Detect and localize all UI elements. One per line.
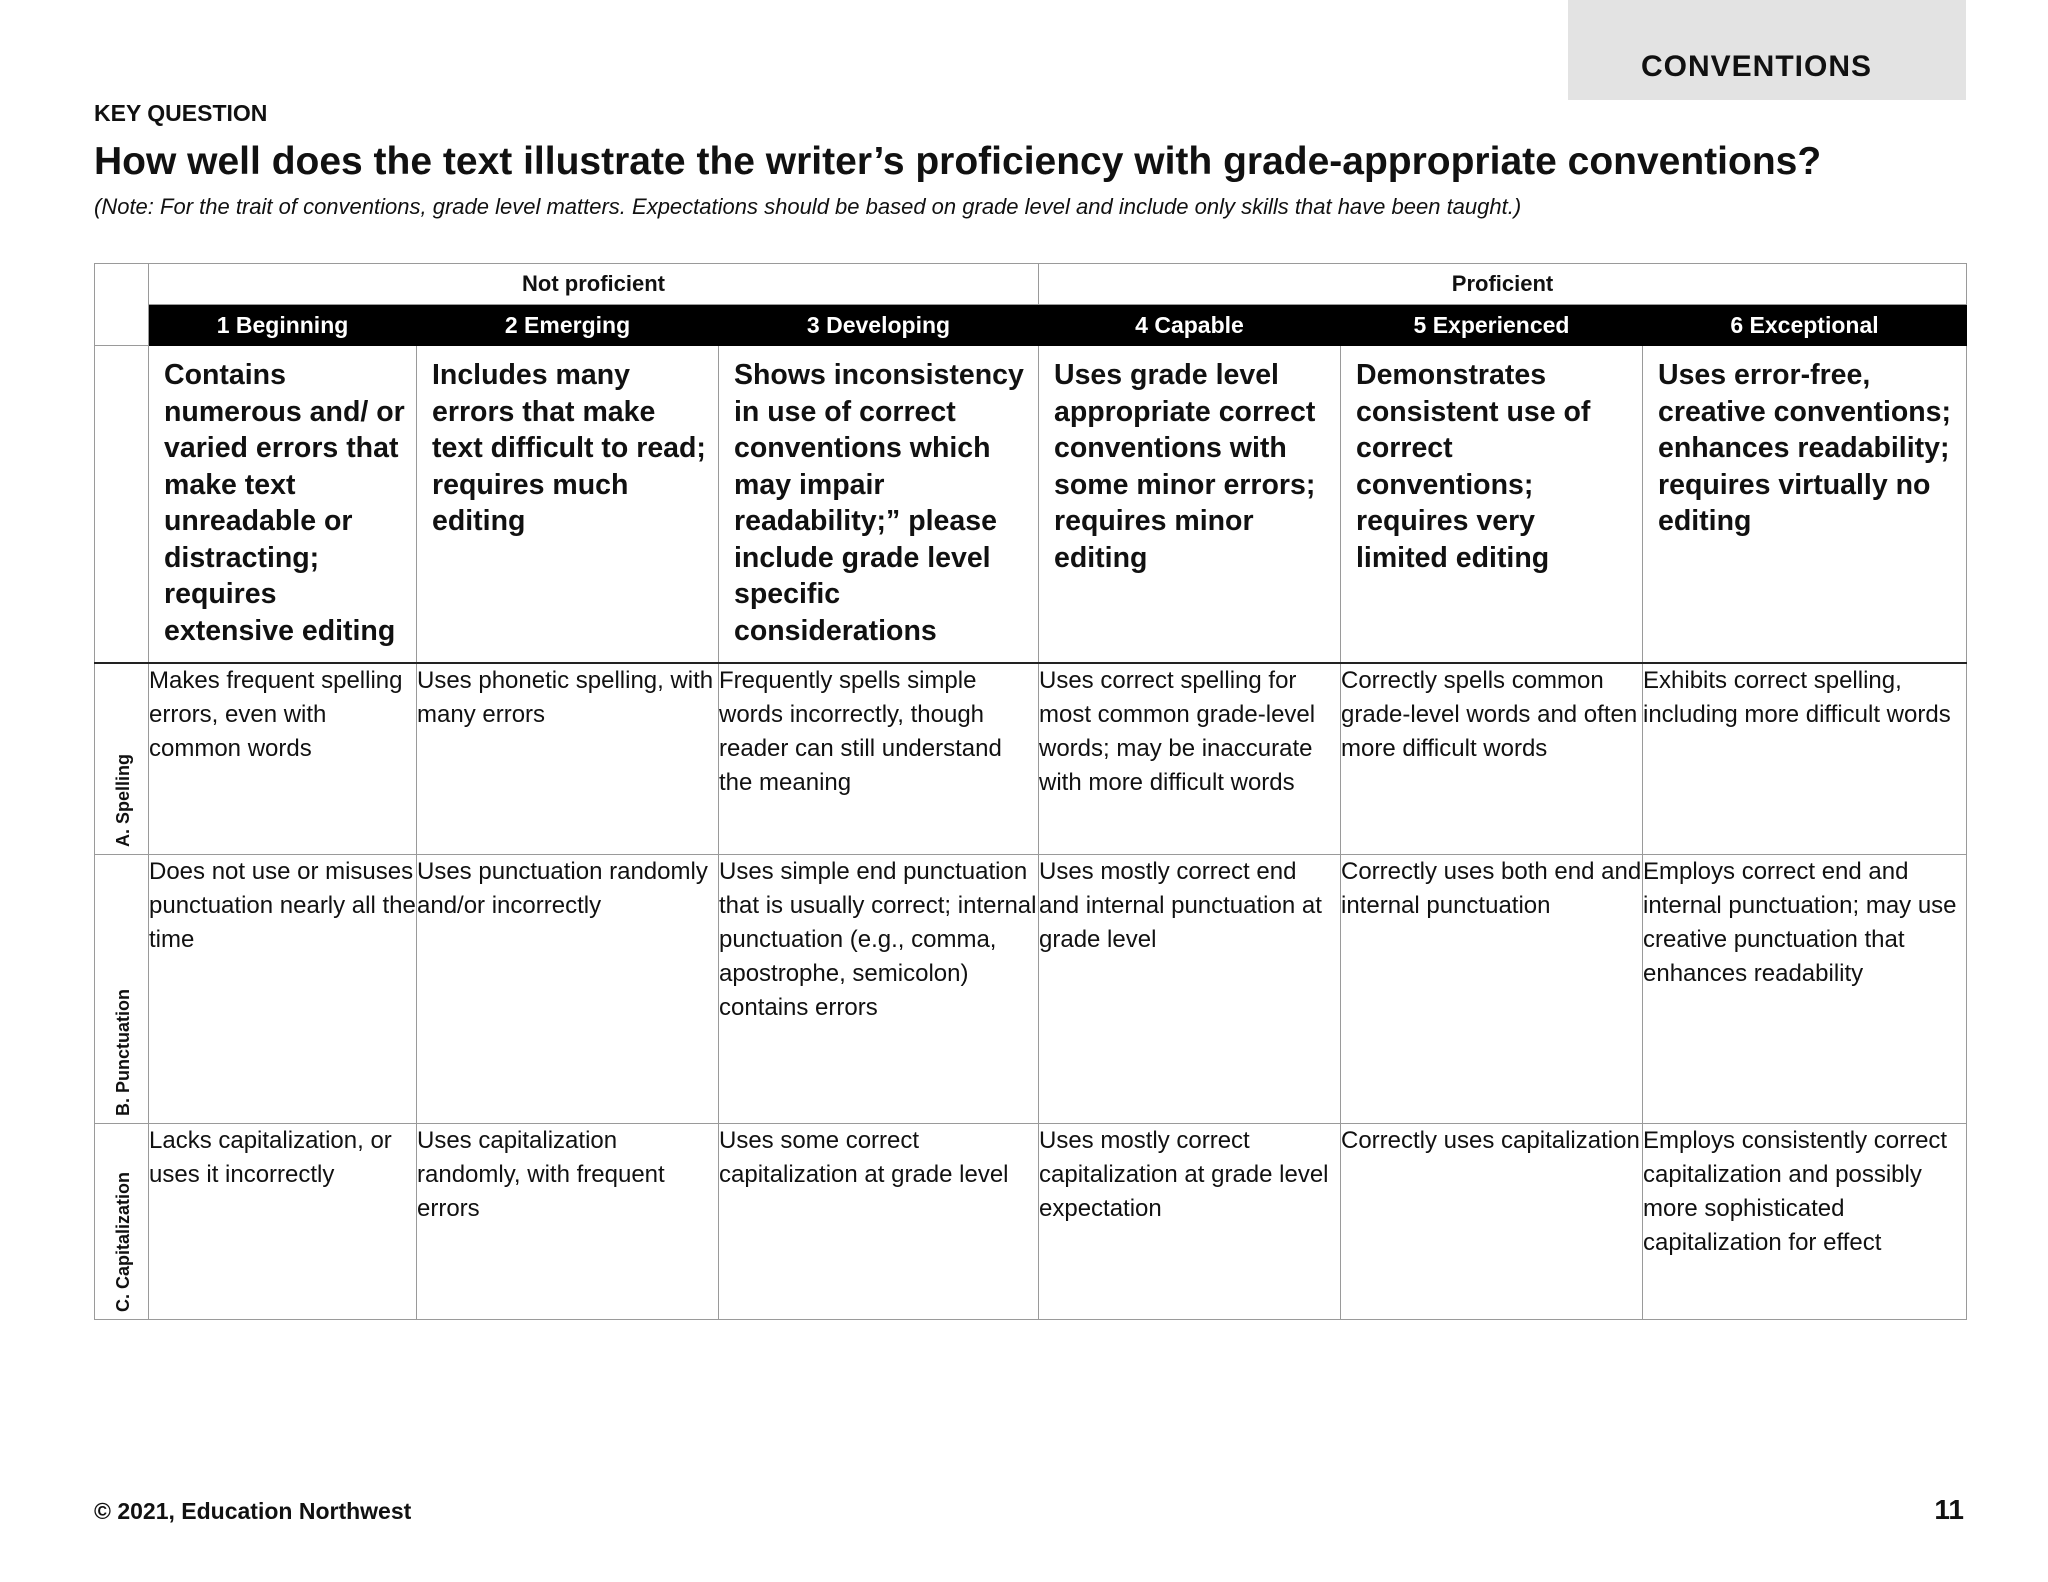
level-header: 5 Experienced bbox=[1341, 305, 1643, 346]
row-label-punctuation: B. Punctuation bbox=[113, 989, 133, 1116]
rubric-cell: Correctly uses capitalization bbox=[1341, 1124, 1643, 1320]
row-label-capitalization: C. Capitalization bbox=[113, 1171, 133, 1312]
rubric-cell: Employs consistently correct capitalization and possibly more sophisticated capitalization for effect bbox=[1643, 1124, 1967, 1320]
section-tab bbox=[1568, 0, 1966, 100]
criterion-row-punctuation bbox=[95, 855, 1967, 1124]
rubric-table bbox=[94, 263, 1967, 1320]
rubric-cell: Correctly uses both end and internal punctuation bbox=[1341, 855, 1643, 1124]
criterion-row-spelling bbox=[95, 663, 1967, 855]
rubric-cell: Frequently spells simple words incorrectly, though reader can still understand the meaning bbox=[719, 663, 1039, 855]
corner-cell bbox=[95, 264, 149, 346]
level-summary: Uses error-free, creative conventions; enhances readability; requires virtually no editing bbox=[1643, 346, 1967, 664]
group-header-row bbox=[95, 264, 1967, 305]
row-label-spelling: A. Spelling bbox=[113, 753, 133, 847]
group-not-proficient: Not proficient bbox=[149, 264, 1039, 305]
level-header-row bbox=[95, 305, 1967, 346]
level-header: 1 Beginning bbox=[149, 305, 417, 346]
rubric-cell: Uses some correct capitalization at grade level bbox=[719, 1124, 1039, 1320]
level-summary: Demonstrates consistent use of correct conventions; requires very limited editing bbox=[1341, 346, 1643, 664]
section-tab-label: CONVENTIONS bbox=[1640, 50, 1872, 83]
rubric-cell: Uses punctuation randomly and/or incorrectly bbox=[417, 855, 719, 1124]
page-number: 11 bbox=[1934, 1494, 1964, 1525]
row-label-cell bbox=[95, 663, 149, 855]
rubric-cell: Uses mostly correct capitalization at grade level expectation bbox=[1039, 1124, 1341, 1320]
level-header: 3 Developing bbox=[719, 305, 1039, 346]
rubric-cell: Uses capitalization randomly, with frequent errors bbox=[417, 1124, 719, 1320]
note: (Note: For the trait of conventions, grade level matters. Expectations should be based on grade level and include only skills that have been taught.) bbox=[94, 194, 1522, 219]
level-summary: Uses grade level appropriate correct conventions with some minor errors; requires minor editing bbox=[1039, 346, 1341, 664]
rubric-cell: Does not use or misuses punctuation nearly all the time bbox=[149, 855, 417, 1124]
summary-corner-cell bbox=[95, 346, 149, 664]
rubric-cell: Uses mostly correct end and internal punctuation at grade level bbox=[1039, 855, 1341, 1124]
group-proficient: Proficient bbox=[1039, 264, 1967, 305]
summary-row bbox=[95, 346, 1967, 664]
rubric-cell: Exhibits correct spelling, including more difficult words bbox=[1643, 663, 1967, 855]
row-label-cell bbox=[95, 1124, 149, 1320]
rubric-cell: Employs correct end and internal punctuation; may use creative punctuation that enhances readability bbox=[1643, 855, 1967, 1124]
rubric-cell: Correctly spells common grade-level words and often more difficult words bbox=[1341, 663, 1643, 855]
level-header: 4 Capable bbox=[1039, 305, 1341, 346]
level-summary: Includes many errors that make text difficult to read; requires much editing bbox=[417, 346, 719, 664]
level-header: 2 Emerging bbox=[417, 305, 719, 346]
level-header: 6 Exceptional bbox=[1643, 305, 1967, 346]
row-label-cell bbox=[95, 855, 149, 1124]
level-summary: Shows inconsistency in use of correct conventions which may impair readability;” please include grade level specific considerations bbox=[719, 346, 1039, 664]
criterion-row-capitalization bbox=[95, 1124, 1967, 1320]
key-question-label: KEY QUESTION bbox=[94, 100, 268, 126]
rubric-cell: Uses correct spelling for most common grade-level words; may be inaccurate with more difficult words bbox=[1039, 663, 1341, 855]
rubric-cell: Lacks capitalization, or uses it incorrectly bbox=[149, 1124, 417, 1320]
rubric-cell: Uses phonetic spelling, with many errors bbox=[417, 663, 719, 855]
level-summary: Contains numerous and/ or varied errors that make text unreadable or distracting; requires extensive editing bbox=[149, 346, 417, 664]
copyright: © 2021, Education Northwest bbox=[94, 1498, 412, 1524]
rubric-cell: Uses simple end punctuation that is usually correct; internal punctuation (e.g., comma, apostrophe, semicolon) contains errors bbox=[719, 855, 1039, 1124]
key-question: How well does the text illustrate the writer’s proficiency with grade-appropriate conventions? bbox=[94, 140, 1822, 183]
rubric-cell: Makes frequent spelling errors, even with common words bbox=[149, 663, 417, 855]
